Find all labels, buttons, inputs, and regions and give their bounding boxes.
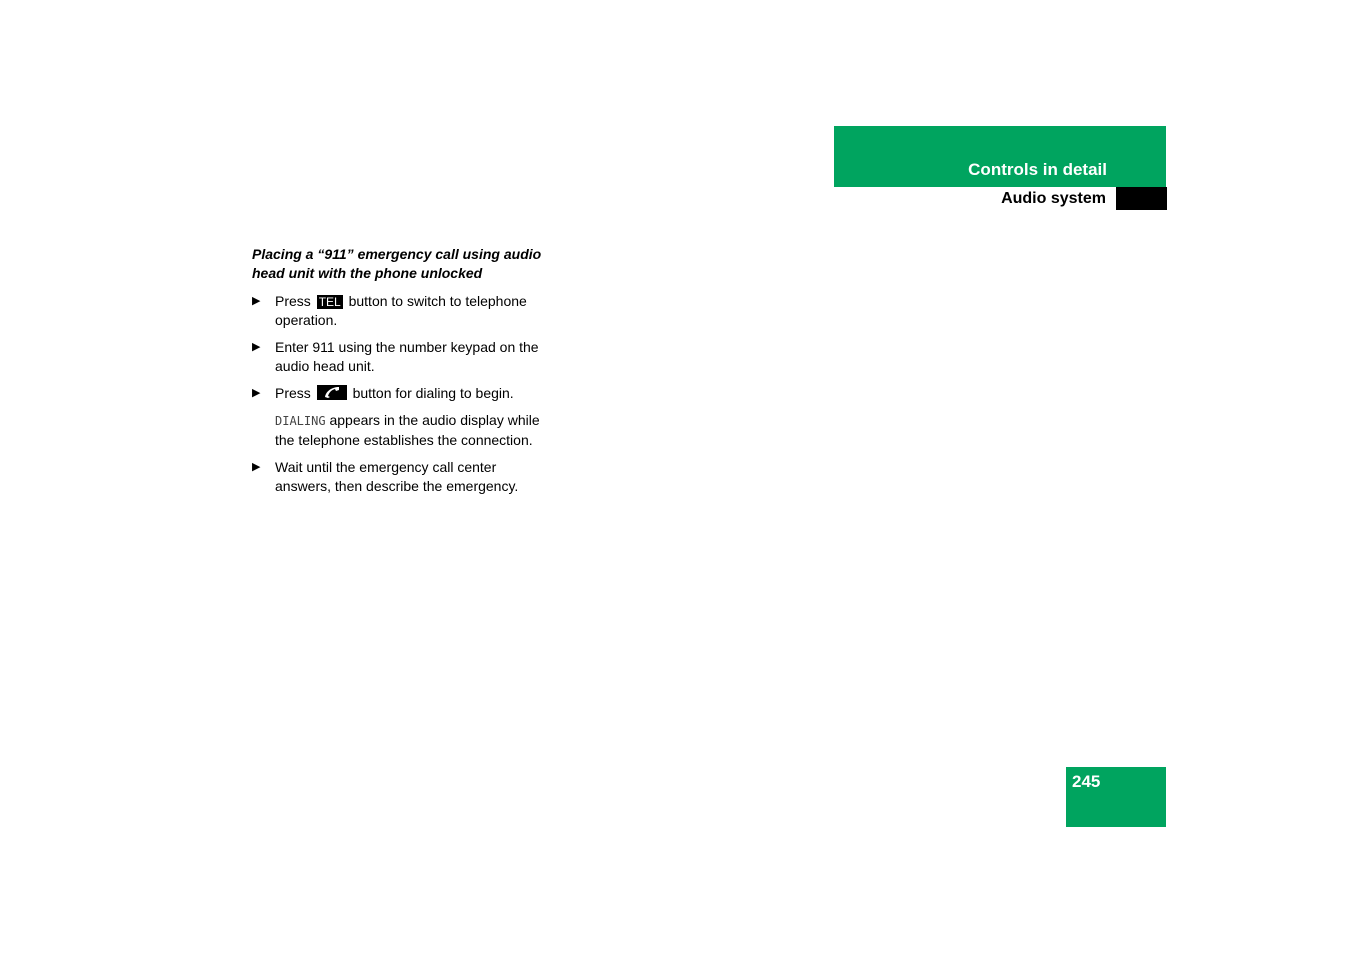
step-text: Wait until the emergency call center answers, then describe the emergency. (275, 459, 519, 494)
step-text: Enter 911 using the number keypad on the audio head unit. (275, 339, 539, 374)
step-item (252, 458, 542, 496)
section-title: Audio system (1001, 190, 1106, 207)
step-item (252, 384, 542, 403)
step-text-before: Press (275, 293, 311, 309)
bullet-arrow-icon: ▶ (252, 387, 261, 399)
chapter-title: Controls in detail (968, 160, 1107, 179)
main-content (252, 245, 542, 504)
dialing-note (252, 411, 542, 450)
phone-handset-icon (317, 385, 347, 400)
chapter-header-bar (834, 126, 1166, 187)
page-number-box (1066, 767, 1166, 827)
tel-key-icon: TEL (318, 295, 341, 309)
page-number: 245 (1072, 772, 1101, 791)
step-text-before: Press (275, 385, 311, 401)
step-text-after: button to switch to telephone operation. (275, 293, 527, 328)
step-item (252, 338, 542, 376)
step-text-after: button for dialing to begin. (352, 385, 514, 401)
procedure-heading: Placing a “911” emergency call using audio head unit with the phone unlocked (252, 246, 542, 281)
section-tab-marker (1116, 187, 1167, 210)
note-text: appears in the audio display while the telephone establishes the connection. (275, 412, 540, 448)
display-text-dialing: DIALING (275, 414, 326, 428)
bullet-arrow-icon: ▶ (252, 341, 261, 353)
bullet-arrow-icon: ▶ (252, 295, 261, 307)
bullet-arrow-icon: ▶ (252, 461, 261, 473)
step-item (252, 292, 542, 330)
